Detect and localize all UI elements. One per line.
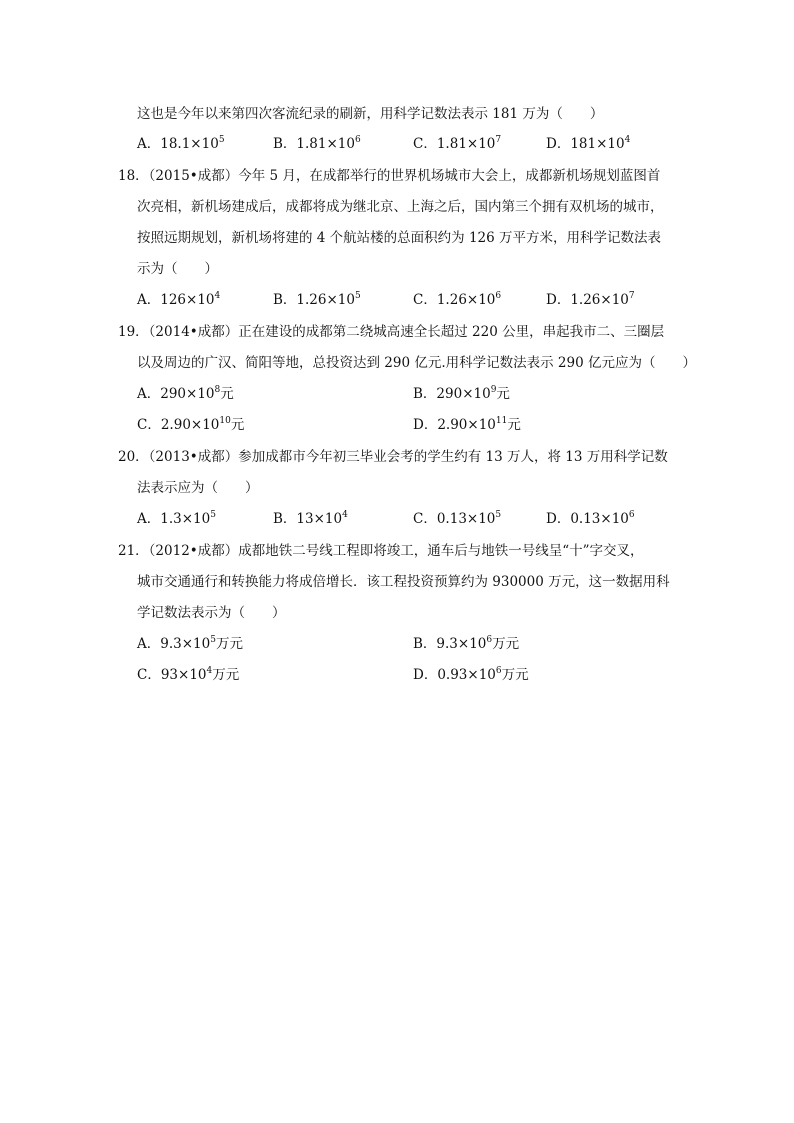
q19-option-c: C．$2.90\times 10^{10}$元 (137, 416, 245, 433)
q17-option-c: C．$1.81\times 10^7$ (413, 135, 502, 152)
question-18-line-4: 示为（ ） (137, 261, 218, 277)
q21-option-a: A．$9.3\times 10^5$万元 (137, 635, 243, 652)
question-18-line-1: 18．（2015•成都）今年 5 月，在成都举行的世界机场城市大会上，成都新机场规划蓝图首 (118, 168, 661, 184)
q20-option-a: A．$1.3\times 10^5$ (137, 510, 216, 527)
q17-option-b: B．$1.81\times 10^6$ (273, 135, 361, 152)
q20-option-c: C．$0.13\times 10^5$ (413, 510, 502, 527)
q18-option-d: D．$1.26\times 10^7$ (546, 291, 635, 308)
q21-option-b: B．$9.3\times 10^6$万元 (413, 635, 520, 652)
q19-option-b: B．$290\times 10^9$元 (413, 385, 510, 402)
question-21-line-3: 学记数法表示为（ ） (137, 605, 286, 621)
question-17-text: 这也是今年以来第四次客流纪录的刷新，用科学记数法表示 181 万为（ ） (137, 106, 604, 122)
q19-option-d: D．$2.90\times 10^{11}$元 (413, 416, 521, 433)
q21-option-c: C．$93\times 10^4$万元 (137, 666, 240, 683)
question-18-line-2: 次亮相，新机场建成后，成都将成为继北京、上海之后，国内第三个拥有双机场的城市， (137, 199, 664, 215)
question-20-line-1: 20．（2013•成都）参加成都市今年初三毕业会考的学生约有 13 万人，将 13 万用科学记数 (118, 449, 668, 465)
q20-option-d: D．$0.13\times 10^6$ (546, 510, 635, 527)
q19-option-a: A．$290\times 10^8$元 (137, 385, 234, 402)
q17-option-a: A．$18.1\times 10^5$ (137, 135, 225, 152)
q20-option-b: B．$13\times 10^4$ (273, 510, 348, 527)
q17-option-d: D．$181\times 10^4$ (546, 135, 631, 152)
q18-option-b: B．$1.26\times 10^5$ (273, 291, 361, 308)
question-20-line-2: 法表示应为（ ） (137, 480, 259, 496)
question-21-line-2: 城市交通通行和转换能力将成倍增长．该工程投资预算约为 930000 万元，这一数据用科 (137, 574, 670, 590)
question-19-line-1: 19．（2014•成都）正在建设的成都第二绕城高速全长超过 220 公里，串起我市二、三圈层 (118, 324, 665, 340)
q21-option-d: D．$0.93\times 10^6$万元 (413, 666, 529, 683)
q18-option-c: C．$1.26\times 10^6$ (413, 291, 502, 308)
question-19-line-2: 以及周边的广汉、简阳等地，总投资达到 290 亿元.用科学记数法表示 290 亿元应为（ ） (137, 355, 696, 371)
question-21-line-1: 21．（2012•成都）成都地铁二号线工程即将竣工，通车后与地铁一号线呈“十”字交叉， (118, 543, 644, 559)
q18-option-a: A．$126\times 10^4$ (137, 291, 221, 308)
question-18-line-3: 按照远期规划，新机场将建的 4 个航站楼的总面积约为 126 万平方米，用科学记数法表 (137, 230, 662, 246)
